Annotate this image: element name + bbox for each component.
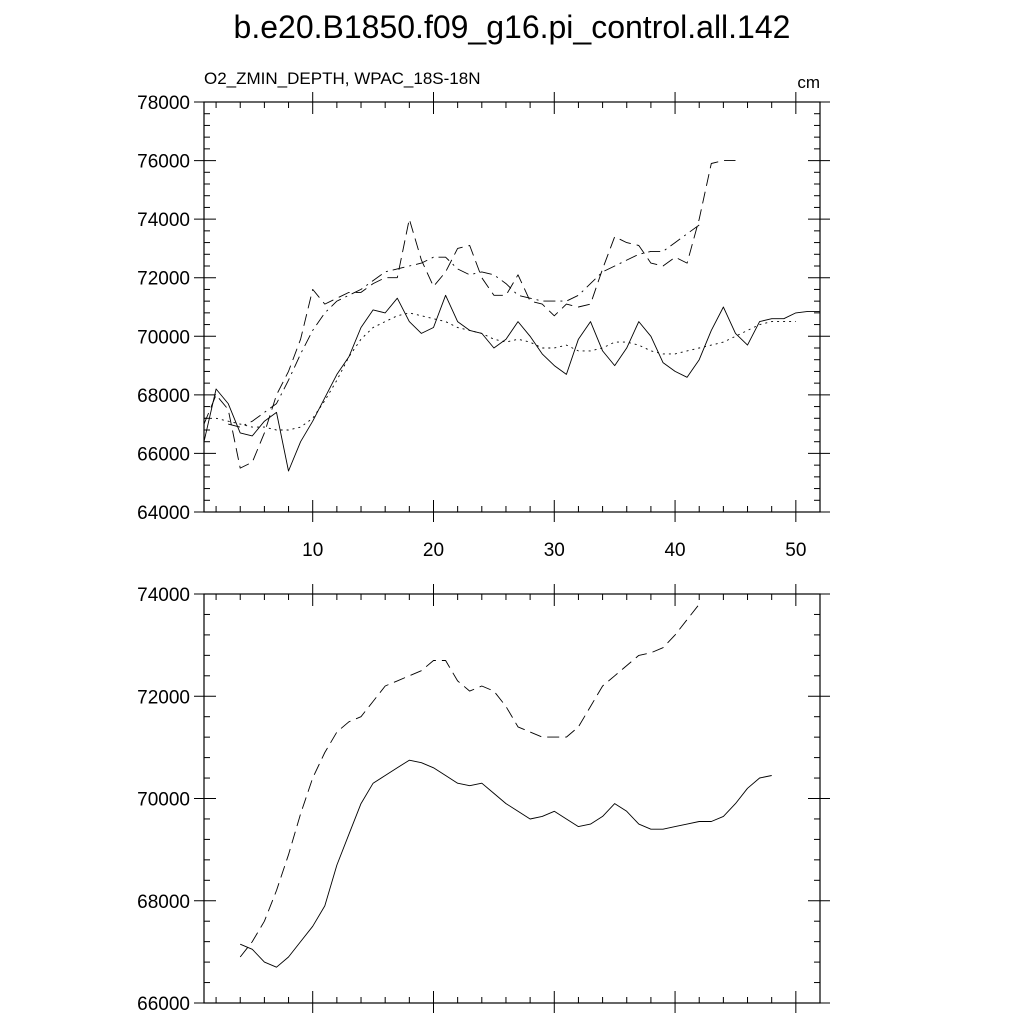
y-tick-label: 72000: [137, 687, 190, 709]
x-tick-label: 20: [422, 540, 445, 561]
y-tick-label: 74000: [137, 585, 190, 606]
y-tick-label: 66000: [137, 444, 190, 466]
units-label: cm: [797, 73, 820, 92]
y-tick-label: 70000: [137, 327, 190, 349]
variable-region-label: O2_ZMIN_DEPTH, WPAC_18S-18N: [204, 69, 481, 88]
y-tick-label: 76000: [137, 151, 190, 173]
x-tick-label: 10: [302, 540, 324, 561]
series-line-solid: [240, 760, 772, 967]
y-tick-label: 74000: [137, 210, 190, 232]
series-line-dotted: [204, 313, 796, 430]
y-tick-label: 68000: [137, 891, 190, 913]
y-tick-label: 70000: [137, 789, 190, 811]
series-line-dashed: [204, 161, 736, 469]
y-tick-label: 72000: [137, 268, 190, 290]
plot-frame: [204, 102, 820, 512]
bottom-panel: [137, 584, 830, 1015]
y-tick-label: 66000: [137, 994, 190, 1015]
y-tick-label: 78000: [137, 93, 190, 114]
x-tick-label: 50: [785, 540, 807, 561]
top-panel: [137, 92, 830, 561]
plot-frame: [204, 594, 820, 1003]
x-tick-label: 40: [664, 540, 686, 561]
series-line-dashed: [240, 604, 699, 957]
series-line-solid: [204, 295, 820, 471]
x-tick-label: 30: [543, 540, 565, 561]
y-tick-label: 64000: [137, 503, 190, 524]
chart-title: b.e20.B1850.f09_g16.pi_control.all.142: [233, 9, 791, 45]
y-tick-label: 68000: [137, 385, 190, 407]
